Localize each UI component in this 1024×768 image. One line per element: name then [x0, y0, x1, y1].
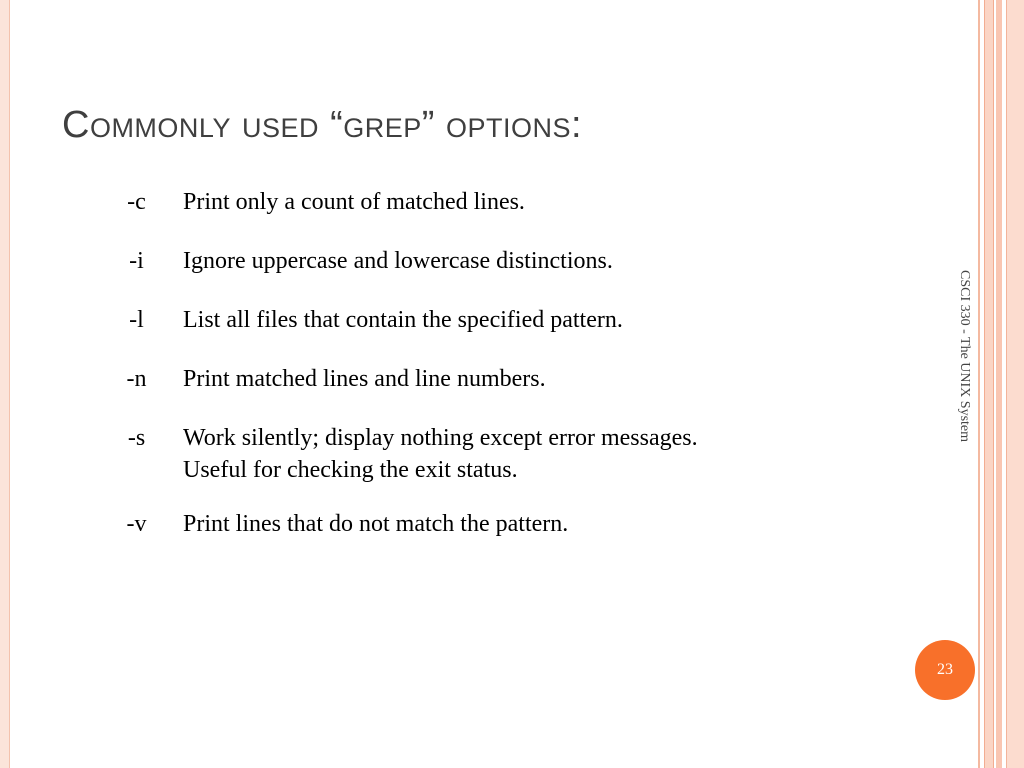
page-number: 23	[937, 661, 953, 678]
option-row	[90, 363, 850, 395]
option-row	[90, 422, 850, 486]
right-stripe-decoration	[996, 0, 1002, 768]
option-row	[90, 508, 850, 540]
right-stripe-decoration	[978, 0, 980, 768]
slide-title: Commonly used “grep” options:	[62, 104, 583, 146]
option-row	[90, 186, 850, 218]
option-description-line: Print only a count of matched lines.	[183, 189, 525, 215]
option-row	[90, 304, 850, 336]
right-stripe-decoration	[984, 0, 994, 768]
option-description	[183, 508, 850, 540]
option-description-line: Print matched lines and line numbers.	[183, 366, 546, 392]
option-flag: -i	[129, 248, 144, 274]
option-flag: -c	[127, 189, 146, 215]
option-description-line: List all files that contain the specified pattern.	[183, 307, 623, 333]
options-list	[90, 186, 850, 567]
option-flag: -n	[126, 366, 147, 392]
option-description-line: Useful for checking the exit status.	[183, 457, 518, 483]
page-number-badge	[915, 640, 975, 700]
right-stripe-decoration	[1006, 0, 1024, 768]
option-description	[183, 245, 850, 277]
option-description-line: Work silently; display nothing except error messages.	[183, 425, 698, 451]
left-border-decoration	[0, 0, 10, 768]
option-description-line: Print lines that do not match the pattern.	[183, 511, 569, 537]
course-footer-label: CSCI 330 - The UNIX System	[957, 270, 972, 443]
option-description	[183, 363, 850, 395]
option-description	[183, 186, 850, 218]
option-description	[183, 422, 850, 486]
option-description-line: Ignore uppercase and lowercase distinctions.	[183, 248, 613, 274]
option-flag: -s	[127, 425, 146, 451]
option-flag: -v	[126, 511, 147, 537]
option-flag: -l	[129, 307, 144, 333]
option-description	[183, 304, 850, 336]
option-row	[90, 245, 850, 277]
